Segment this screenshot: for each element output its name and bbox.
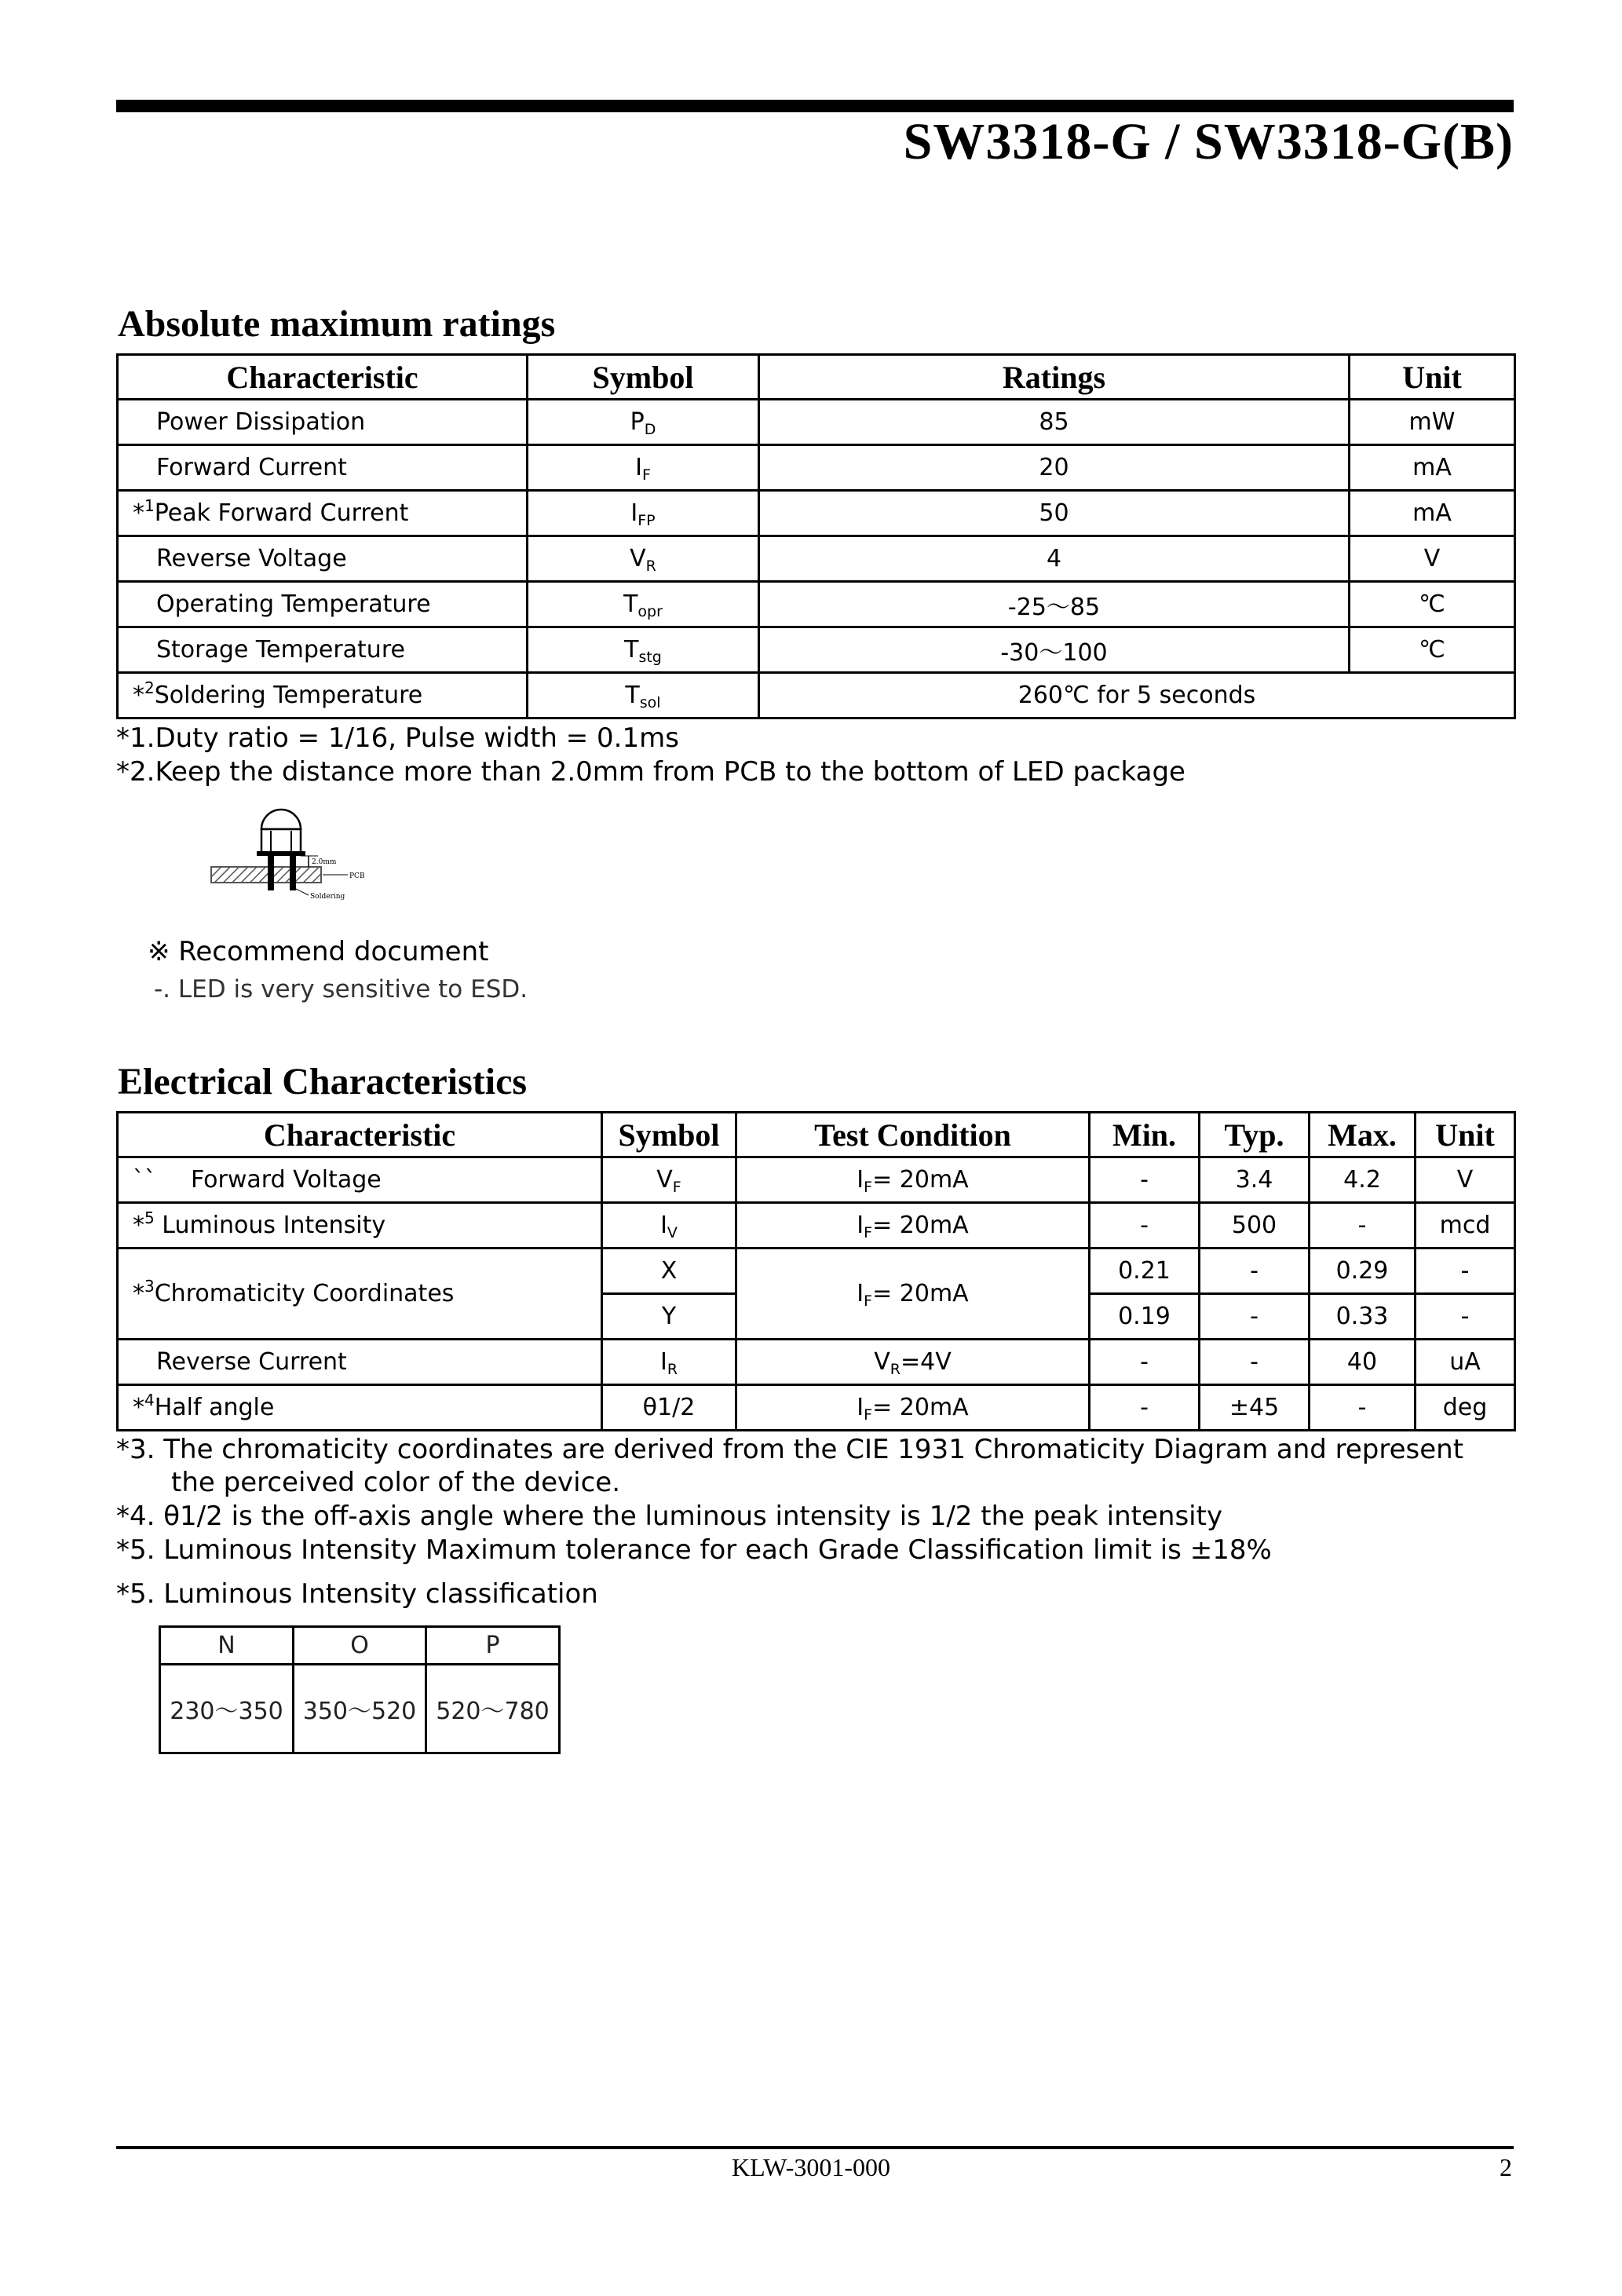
- abs-max-header-row: [118, 355, 1515, 400]
- table-row: [118, 491, 1515, 536]
- symbol-cell: $T_{stg}$: [528, 627, 759, 673]
- soldering-diagram: [208, 799, 389, 905]
- unit-cell: -: [1416, 1294, 1515, 1340]
- characteristic-cell: Reverse Current: [118, 1340, 602, 1385]
- symbol-cell: $T_{opr}$: [528, 582, 759, 627]
- rating-cell: -25～85: [759, 582, 1350, 627]
- col-unit: Unit: [1350, 355, 1515, 400]
- recommend-item: -. LED is very sensitive to ESD.: [154, 975, 528, 1004]
- characteristic-cell: *$^3$Chromaticity Coordinates: [118, 1249, 602, 1340]
- footnote-4: *4. θ1/2 is the off-axis angle where the luminous intensity is 1/2 the peak intensity: [116, 1501, 1223, 1532]
- range-cell: 230～350: [160, 1665, 294, 1753]
- range-cell: 350～520: [294, 1665, 426, 1753]
- symbol-cell: $P_D$: [528, 400, 759, 445]
- led-lead: [290, 856, 296, 890]
- footer-document-code: KLW-3001-000: [731, 2153, 891, 2181]
- min-cell: -: [1090, 1385, 1200, 1431]
- rating-cell: 50: [759, 491, 1350, 536]
- led-body: [261, 829, 301, 853]
- typ-cell: ±45: [1200, 1385, 1310, 1431]
- electrical-heading: Electrical Characteristics: [118, 1061, 528, 1102]
- footnote-5-classification: *5. Luminous Intensity classification: [116, 1578, 598, 1610]
- table-row: [118, 400, 1515, 445]
- table-row: [118, 673, 1515, 718]
- unit-cell: mA: [1350, 445, 1515, 491]
- max-cell: -: [1310, 1385, 1416, 1431]
- characteristic-cell: *$^5$ Luminous Intensity: [118, 1203, 602, 1249]
- unit-cell: V: [1350, 536, 1515, 582]
- col-typ: Typ.: [1200, 1113, 1310, 1157]
- condition-cell: $I_F= 20mA$: [736, 1249, 1090, 1340]
- condition-cell: $I_F= 20mA$: [736, 1385, 1090, 1431]
- symbol-cell: $I_R$: [602, 1340, 736, 1385]
- col-symbol: Symbol: [528, 355, 759, 400]
- table-row: [118, 1340, 1515, 1385]
- characteristic-cell: `` Forward Voltage: [118, 1157, 602, 1203]
- unit-cell: mW: [1350, 400, 1515, 445]
- col-symbol: Symbol: [602, 1113, 736, 1157]
- symbol-cell: $I_F$: [528, 445, 759, 491]
- condition-cell: $I_F= 20mA$: [736, 1203, 1090, 1249]
- grade-row: [160, 1627, 560, 1665]
- symbol-cell: θ1/2: [602, 1385, 736, 1431]
- max-cell: 4.2: [1310, 1157, 1416, 1203]
- condition-cell: $V_R=4V$: [736, 1340, 1090, 1385]
- min-cell: -: [1090, 1203, 1200, 1249]
- abs-max-heading: Absolute maximum ratings: [118, 303, 556, 345]
- rating-cell: 260℃ for 5 seconds: [759, 673, 1515, 718]
- footer-rule: [116, 2146, 1514, 2149]
- characteristic-cell: Operating Temperature: [118, 582, 528, 627]
- characteristic-cell: *$^4$Half angle: [118, 1385, 602, 1431]
- unit-cell: mcd: [1416, 1203, 1515, 1249]
- table-row: [118, 536, 1515, 582]
- symbol-cell: $V_F$: [602, 1157, 736, 1203]
- rating-cell: 20: [759, 445, 1350, 491]
- footnote-1: *1.Duty ratio = 1/16, Pulse width = 0.1ms: [116, 722, 679, 754]
- led-lead: [268, 856, 274, 890]
- table-row: [118, 1385, 1515, 1431]
- rating-cell: 4: [759, 536, 1350, 582]
- diagram-label: PCB: [349, 872, 365, 880]
- col-characteristic: Characteristic: [118, 1113, 602, 1157]
- col-min: Min.: [1090, 1113, 1200, 1157]
- page-number: 2: [1500, 2153, 1512, 2181]
- grade-cell: O: [294, 1627, 426, 1665]
- symbol-cell: $I_V$: [602, 1203, 736, 1249]
- max-cell: 0.33: [1310, 1294, 1416, 1340]
- footnote-3: *3. The chromaticity coordinates are derived from the CIE 1931 Chromaticity Diagram and represent: [116, 1434, 1464, 1465]
- table-row: [118, 582, 1515, 627]
- footnote-2: *2.Keep the distance more than 2.0mm from PCB to the bottom of LED package: [116, 756, 1185, 788]
- diagram-label: 2.0mm: [312, 858, 337, 866]
- characteristic-cell: Reverse Voltage: [118, 536, 528, 582]
- led-flange: [257, 851, 305, 856]
- characteristic-cell: *$^2$Soldering Temperature: [118, 673, 528, 718]
- led-dome: [261, 810, 301, 829]
- unit-cell: mA: [1350, 491, 1515, 536]
- unit-cell: -: [1416, 1249, 1515, 1294]
- max-cell: 40: [1310, 1340, 1416, 1385]
- condition-cell: $I_F= 20mA$: [736, 1157, 1090, 1203]
- unit-cell: deg: [1416, 1385, 1515, 1431]
- col-test-condition: Test Condition: [736, 1113, 1090, 1157]
- symbol-cell: X: [602, 1249, 736, 1294]
- symbol-cell: $V_R$: [528, 536, 759, 582]
- document-title: SW3318-G / SW3318-G(B): [903, 113, 1514, 170]
- col-ratings: Ratings: [759, 355, 1350, 400]
- rating-cell: 85: [759, 400, 1350, 445]
- max-cell: 0.29: [1310, 1249, 1416, 1294]
- unit-cell: ℃: [1350, 627, 1515, 673]
- characteristic-cell: Power Dissipation: [118, 400, 528, 445]
- col-characteristic: Characteristic: [118, 355, 528, 400]
- table-row: [118, 1249, 1515, 1294]
- range-cell: 520～780: [426, 1665, 560, 1753]
- characteristic-cell: Storage Temperature: [118, 627, 528, 673]
- typ-cell: 500: [1200, 1203, 1310, 1249]
- abs-max-table: [116, 353, 1516, 719]
- electrical-header-row: [118, 1113, 1515, 1157]
- symbol-cell: Y: [602, 1294, 736, 1340]
- characteristic-cell: *$^1$Peak Forward Current: [118, 491, 528, 536]
- recommend-title: ※ Recommend document: [148, 936, 489, 967]
- characteristic-cell: Forward Current: [118, 445, 528, 491]
- typ-cell: 3.4: [1200, 1157, 1310, 1203]
- min-cell: -: [1090, 1340, 1200, 1385]
- table-row: [118, 627, 1515, 673]
- header-rule: [116, 100, 1514, 112]
- unit-cell: uA: [1416, 1340, 1515, 1385]
- typ-cell: -: [1200, 1249, 1310, 1294]
- pcb-board: [211, 867, 321, 883]
- max-cell: -: [1310, 1203, 1416, 1249]
- table-row: [118, 1203, 1515, 1249]
- symbol-cell: $T_{sol}$: [528, 673, 759, 718]
- unit-cell: V: [1416, 1157, 1515, 1203]
- soldering-arrow: [296, 889, 309, 895]
- col-unit: Unit: [1416, 1113, 1515, 1157]
- min-cell: 0.21: [1090, 1249, 1200, 1294]
- min-cell: 0.19: [1090, 1294, 1200, 1340]
- diagram-label: Soldering: [310, 893, 345, 901]
- typ-cell: -: [1200, 1340, 1310, 1385]
- rating-cell: -30～100: [759, 627, 1350, 673]
- electrical-table: [116, 1111, 1516, 1431]
- typ-cell: -: [1200, 1294, 1310, 1340]
- min-cell: -: [1090, 1157, 1200, 1203]
- luminous-classification-table: [159, 1625, 561, 1754]
- table-row: [118, 445, 1515, 491]
- grade-cell: P: [426, 1627, 560, 1665]
- symbol-cell: $I_{FP}$: [528, 491, 759, 536]
- grade-cell: N: [160, 1627, 294, 1665]
- col-max: Max.: [1310, 1113, 1416, 1157]
- footnote-3-continued: the perceived color of the device.: [171, 1467, 621, 1498]
- unit-cell: ℃: [1350, 582, 1515, 627]
- table-row: [118, 1157, 1515, 1203]
- footnote-5: *5. Luminous Intensity Maximum tolerance for each Grade Classification limit is ±18%: [116, 1534, 1272, 1566]
- range-row: [160, 1665, 560, 1753]
